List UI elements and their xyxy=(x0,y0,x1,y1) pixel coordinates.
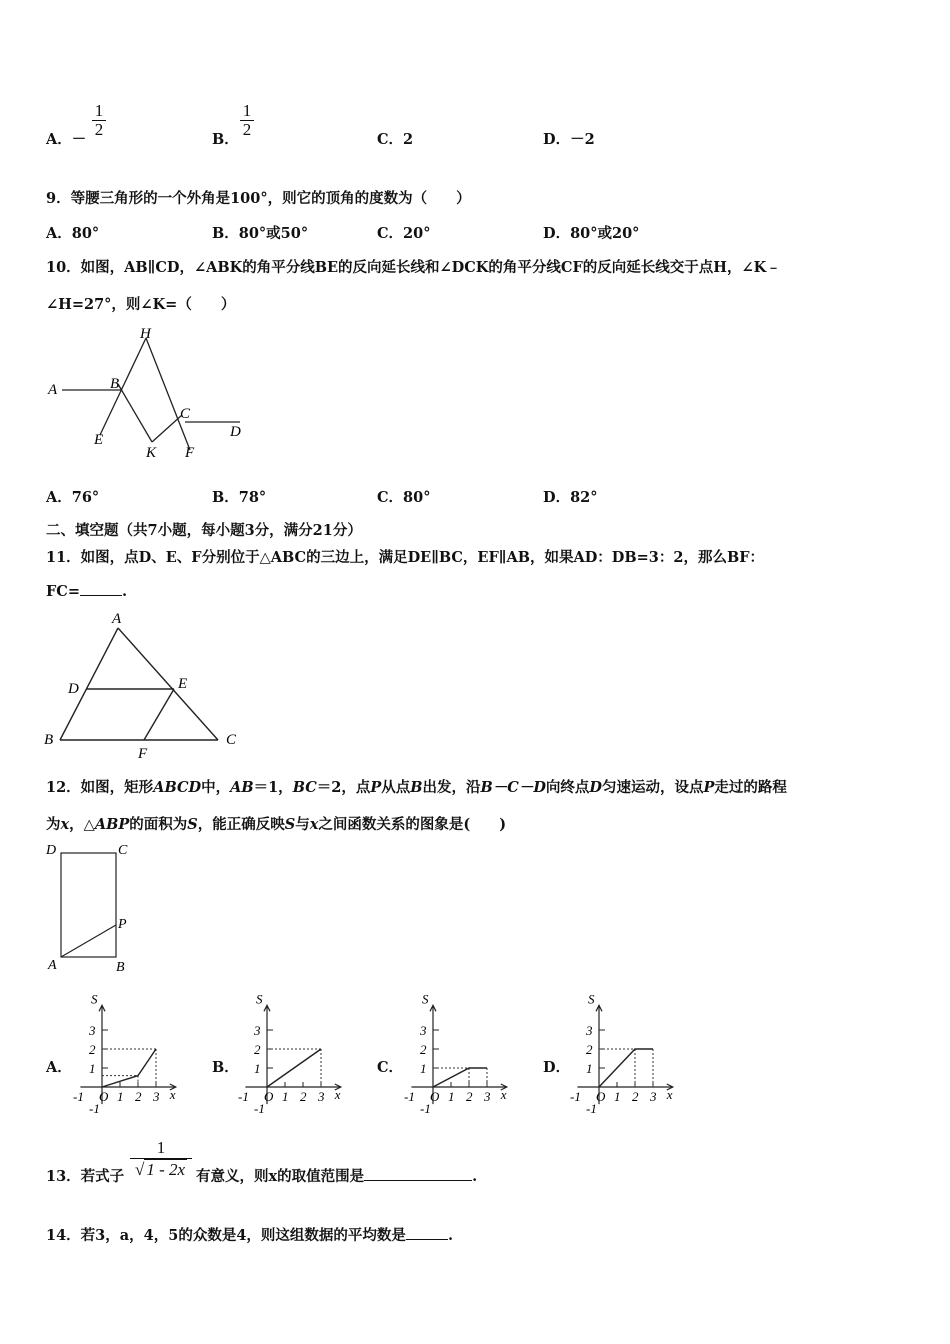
q11-stem-line1: 11．如图，点D、E、F分别位于△ABC的三边上，满足DE∥BC，EF∥AB，如果AD：DB=3：2，那么BF： xyxy=(46,549,764,566)
q11-label-e: E xyxy=(178,676,188,692)
x-tick-label: 2 xyxy=(300,1089,307,1104)
y-axis-label: S xyxy=(256,995,263,1007)
x-tick-label: 3 xyxy=(650,1089,657,1104)
x-tick-label: 2 xyxy=(135,1089,142,1104)
function-curve xyxy=(433,1068,487,1087)
q13-fraction xyxy=(130,1138,192,1181)
y-tick-label: 2 xyxy=(420,1042,427,1057)
origin-label: O xyxy=(430,1089,440,1104)
q10-stem-line1: 10．如图，AB∥CD，∠ABK的角平分线BE的反向延长线和∠DCK的角平分线CF的反向延长线交于点H，∠K﹣ xyxy=(46,259,781,276)
q11-stem-line2: FC= . xyxy=(46,583,128,600)
q12-stem-line1: 12．如图，矩形ABCD中，AB＝1，BC＝2，点P从点B出发，沿B－C－D向终点D匀速运动，设点P走过的路程 xyxy=(46,779,787,796)
q8-option-d: D．－2 xyxy=(543,131,595,148)
q11-figure xyxy=(40,608,250,763)
q12-option-b: B． xyxy=(212,1059,239,1076)
q11-label-b: B xyxy=(44,732,54,748)
q12-label-d: D xyxy=(46,843,57,858)
q12-label-p: P xyxy=(118,917,127,932)
x-tick-label: 1 xyxy=(282,1089,289,1104)
y-tick-label: -1 xyxy=(586,1101,597,1116)
q10-option-d: D．82° xyxy=(543,489,598,506)
q11-answer-blank[interactable] xyxy=(80,583,122,596)
q8-option-c: C．2 xyxy=(377,131,414,148)
q12-graph-d xyxy=(569,995,684,1120)
x-axis-label: x xyxy=(500,1087,507,1102)
q13-answer-blank[interactable] xyxy=(364,1168,472,1181)
function-curve xyxy=(267,1049,321,1087)
q10-option-b: B．78° xyxy=(212,489,267,506)
y-tick-label: 3 xyxy=(89,1023,96,1038)
q10-label-e: E xyxy=(94,432,104,448)
y-tick-label: 3 xyxy=(586,1023,593,1038)
q12-graph-a xyxy=(72,995,187,1120)
x-tick-label: -1 xyxy=(570,1089,581,1104)
q12-stem-line2: 为x，△ABP的面积为S，能正确反映S与x之间函数关系的图象是( ) xyxy=(46,816,507,833)
q10-label-k: K xyxy=(146,445,157,461)
q8-option-a-fraction: $\frac{1}{2}$ xyxy=(92,102,106,139)
y-tick-label: 1 xyxy=(254,1061,261,1076)
q8-option-a: A．－ xyxy=(46,131,87,148)
y-tick-label: -1 xyxy=(89,1101,100,1116)
q10-label-f: F xyxy=(185,445,195,461)
x-axis-label: x xyxy=(666,1087,673,1102)
q12-label-b: B xyxy=(116,960,125,975)
q10-stem-line2: ∠H=27°，则∠K=（ ） xyxy=(46,296,236,313)
q9-option-d: D．80°或20° xyxy=(543,225,640,242)
q10-option-c: C．80° xyxy=(377,489,431,506)
q13-numerator: 1 xyxy=(130,1138,192,1159)
x-tick-label: 1 xyxy=(117,1089,124,1104)
x-tick-label: 3 xyxy=(484,1089,491,1104)
q10-label-a: A xyxy=(48,382,58,398)
x-tick-label: 2 xyxy=(466,1089,473,1104)
q12-graph-c xyxy=(403,995,518,1120)
q13-denominator: √ 1 - 2x xyxy=(134,1160,186,1179)
q14-stem: 14．若3，a，4，5的众数是4，则这组数据的平均数是 . xyxy=(46,1227,453,1244)
section-2-heading: 二、填空题（共7小题，每小题3分，满分21分） xyxy=(46,522,362,539)
y-tick-label: 2 xyxy=(89,1042,96,1057)
y-axis-label: S xyxy=(422,995,429,1007)
x-tick-label: 3 xyxy=(318,1089,325,1104)
q9-stem: 9．等腰三角形的一个外角是100°，则它的顶角的度数为（ ） xyxy=(46,190,471,207)
q12-option-c: C． xyxy=(377,1059,404,1076)
y-tick-label: 3 xyxy=(420,1023,427,1038)
y-axis-label: S xyxy=(588,995,595,1007)
x-tick-label: -1 xyxy=(404,1089,415,1104)
q12-option-d: D． xyxy=(543,1059,571,1076)
q13-stem-start: 13．若式子 xyxy=(46,1168,125,1185)
q12-rectangle-figure xyxy=(40,838,150,978)
y-tick-label: -1 xyxy=(420,1101,431,1116)
q8-option-b-fraction: $\frac{1}{2}$ xyxy=(240,102,254,139)
q11-label-c: C xyxy=(226,732,237,748)
x-tick-label: -1 xyxy=(238,1089,249,1104)
y-tick-label: 1 xyxy=(89,1061,96,1076)
origin-label: O xyxy=(264,1089,274,1104)
q9-option-c: C．20° xyxy=(377,225,431,242)
q11-label-a: A xyxy=(112,611,122,627)
x-axis-label: x xyxy=(334,1087,341,1102)
q10-label-c: C xyxy=(180,406,191,422)
q12-option-a: A． xyxy=(46,1059,72,1076)
q10-option-a: A．76° xyxy=(46,489,100,506)
q12-label-a: A xyxy=(48,958,57,973)
q10-label-b: B xyxy=(110,376,120,392)
q9-option-a: A．80° xyxy=(46,225,100,242)
x-tick-label: 2 xyxy=(632,1089,639,1104)
x-tick-label: 1 xyxy=(448,1089,455,1104)
x-tick-label: 3 xyxy=(153,1089,160,1104)
q8-option-b: B． xyxy=(212,131,239,148)
q12-label-c: C xyxy=(118,843,128,858)
y-tick-label: 1 xyxy=(420,1061,427,1076)
y-tick-label: 1 xyxy=(586,1061,593,1076)
q10-label-d: D xyxy=(230,424,241,440)
q14-answer-blank[interactable] xyxy=(406,1227,448,1240)
q12-graph-b xyxy=(237,995,352,1120)
y-tick-label: 2 xyxy=(254,1042,261,1057)
y-tick-label: -1 xyxy=(254,1101,265,1116)
q11-label-d: D xyxy=(68,681,79,697)
q11-label-f: F xyxy=(138,746,148,762)
origin-label: O xyxy=(99,1089,109,1104)
q10-label-h: H xyxy=(140,326,151,342)
q13-stem-end: 有意义，则x的取值范围是 . xyxy=(196,1168,478,1185)
x-tick-label: -1 xyxy=(73,1089,84,1104)
q9-option-b: B．80°或50° xyxy=(212,225,309,242)
origin-label: O xyxy=(596,1089,606,1104)
q10-figure xyxy=(40,320,260,465)
y-axis-label: S xyxy=(91,995,98,1007)
function-curve xyxy=(102,1049,156,1087)
x-tick-label: 1 xyxy=(614,1089,621,1104)
function-curve xyxy=(599,1049,653,1087)
y-tick-label: 2 xyxy=(586,1042,593,1057)
y-tick-label: 3 xyxy=(254,1023,261,1038)
x-axis-label: x xyxy=(169,1087,176,1102)
